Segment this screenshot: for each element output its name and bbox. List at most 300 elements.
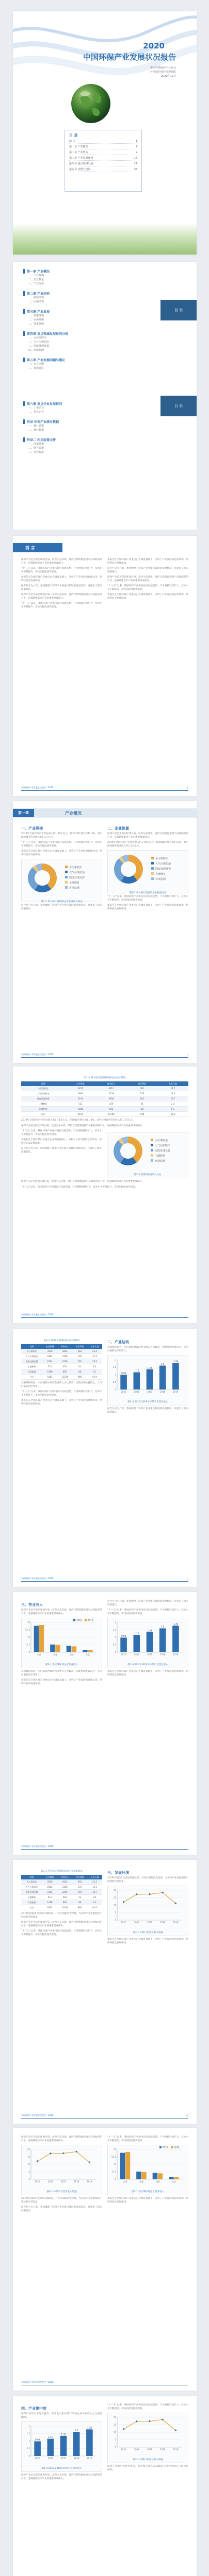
data-point [162, 1892, 164, 1893]
table-cell: 88 [126, 1107, 157, 1112]
contents-side-tab: 目 录 [160, 300, 197, 320]
y-tick-label: 52.5 [25, 1629, 30, 1631]
table-cell: 6.1 [87, 1900, 102, 1905]
table-cell: 12.3 [157, 1091, 188, 1096]
contents-subsection[interactable]: 二、地方政策 [28, 447, 44, 450]
table-cell: 4412 [96, 1086, 127, 1091]
bar [83, 1650, 87, 1652]
x-tick-label: 中部 [139, 2180, 144, 2183]
y-tick-label: 10 [113, 1904, 116, 1907]
table-header-cell: 类别 [21, 1875, 42, 1879]
table-header-cell: 企业数量 [42, 1344, 57, 1349]
legend-label: 环境监测 [69, 887, 80, 890]
table-cell: 3296 [96, 1096, 127, 1101]
toc-page: 35 [134, 168, 137, 171]
toc-label: 第二章 产业结构 [69, 151, 88, 154]
toc-label: 第五章 问题与建议 [69, 168, 91, 171]
contents-side-tab: 目 录 [160, 396, 197, 416]
chart-row [21, 1130, 188, 1180]
table-cell: 31 [72, 1895, 87, 1900]
bar [55, 1645, 60, 1652]
donut-chart-box [107, 850, 188, 893]
contents-chapter-title: 附录二 相关政策文件 [27, 438, 56, 442]
table-row [21, 1879, 102, 1885]
table-cell: 合计 [21, 1375, 42, 1380]
chapter-banner [13, 808, 197, 818]
table-cell: 大气污染防治 [21, 1885, 42, 1890]
chapter2-page [13, 1329, 197, 1587]
contents-subsection[interactable]: 二、区域结构 [28, 300, 44, 303]
bar-chart-box [107, 1355, 188, 1405]
section-heading: 二、产业结构 [107, 1340, 129, 1344]
footer-text: 中国环保产业发展状况报告（2020） [21, 2114, 56, 2116]
x-tick-label: 中部 [53, 1653, 58, 1656]
bar [86, 2426, 93, 2456]
footer-rule [21, 1849, 188, 1850]
paragraph: 环保产业是为防治环境污染、改善生态环境、保护自然资源提供产品和服务的产业，是战略性新兴产业的重要组成部分。 [21, 1921, 102, 1927]
table-cell: 362 [126, 1086, 157, 1091]
table-cell: 固废处理处置 [21, 1096, 65, 1101]
chapter-marker [23, 437, 25, 442]
paragraph: 从领域结构看，水污染防治领域营业收入占比最高，固废处理处置次之，大气污染防治位列第三。 [107, 1346, 188, 1352]
table-cell: 362 [72, 1349, 87, 1354]
legend-swatch [151, 857, 154, 859]
x-tick-label: 2016 [47, 2457, 53, 2460]
contents-chapter[interactable] [23, 401, 188, 406]
bar [174, 2177, 179, 2179]
donut-chart-2 [108, 851, 185, 888]
bar [34, 2442, 41, 2456]
contents-chapter[interactable] [23, 419, 188, 424]
table-cell: 11184 [57, 1375, 72, 1380]
contents-subsection[interactable]: 三、产业分布 [28, 282, 44, 285]
y-tick-label: 1 [115, 1636, 116, 1639]
contents-subsection[interactable]: 二、企业数量 [28, 278, 44, 281]
data-table [21, 1081, 188, 1117]
table-row [21, 1349, 102, 1354]
toc-page: 16 [134, 157, 137, 160]
paragraph: “十三五”以来，我国环保产业保持良好发展态势，产业规模持续扩大，技术水平不断提升，市场化程度逐步提高。 [21, 841, 102, 848]
table-cell: 1862 [42, 1354, 57, 1359]
legend-label: 环境监测 [155, 1160, 166, 1163]
chapter-marker [23, 291, 25, 296]
paragraph: “十三五”以来，我国环保产业保持良好发展态势，产业规模持续扩大，技术水平不断提升，市场化程度逐步提高。 [107, 2404, 188, 2410]
preface-page [13, 536, 197, 796]
figure-caption: 图1-4 2015-2019年环保产业营业收入 [41, 2467, 82, 2470]
section-heading: 四、产业集中度 [21, 2406, 46, 2411]
table-page [13, 1066, 197, 1323]
paragraph: “十三五”以来，我国环保产业保持良好发展态势，产业规模持续扩大，技术水平不断提升，市场化程度逐步提高。 [21, 1185, 138, 1189]
table-cell: 3296 [57, 1359, 72, 1364]
legend-label: 土壤修复 [155, 873, 166, 876]
table-cell: 土壤修复 [21, 1364, 42, 1369]
column-left [21, 2136, 102, 2215]
table-cell: 18.7 [87, 1890, 102, 1895]
table-cell: 892 [57, 1900, 72, 1905]
legend-swatch [151, 1159, 153, 1162]
contents-subsection[interactable]: 三、固废处理处置 [28, 345, 50, 348]
toc-row[interactable] [69, 156, 137, 161]
x-tick-label: 2018 [160, 1391, 166, 1393]
y-tick-label: 1.5 [112, 1629, 116, 1631]
table-header-row [21, 1081, 188, 1086]
chapter1-page [13, 801, 197, 1063]
bar [147, 1369, 153, 1389]
toc-page: 1 [135, 140, 137, 143]
data-label: 1.35 [147, 1629, 152, 1632]
column-right [107, 824, 188, 913]
table-header-cell: 营业收入 [57, 1875, 72, 1879]
x-tick-label: 2019 [173, 1921, 179, 1924]
toc-label: 第四章 重点领域发展 [69, 162, 93, 165]
table-header-row [21, 1344, 102, 1349]
page-number: 3 [187, 1054, 188, 1056]
table-cell: 12.3 [87, 1885, 102, 1890]
contents-chapter[interactable] [23, 331, 188, 336]
table-row [21, 1359, 102, 1364]
paragraph: “十三五”以来，我国环保产业保持良好发展态势，产业规模持续扩大，技术水平不断提升，市场化程度逐步提高。 [21, 1130, 102, 1136]
table-cell: 11184 [96, 1112, 127, 1117]
paragraph: “十三五”以来，我国环保产业保持良好发展态势，产业规模持续扩大，技术水平不断提升，市场化程度逐步提高。 [21, 1930, 102, 1936]
contents-subsection[interactable]: 二、市场环境 [28, 318, 44, 321]
column-right [107, 1337, 188, 1416]
toc-row[interactable] [69, 139, 137, 144]
donut-chart-3 [107, 1132, 185, 1170]
x-tick-label: 2018 [160, 2448, 166, 2451]
cover-line: 2020年12月 [160, 75, 176, 78]
footer-rule [21, 1057, 188, 1058]
data-label: 1.78 [173, 1622, 178, 1625]
x-tick-label: 2018 [160, 1921, 166, 1924]
table-row [21, 1354, 102, 1359]
contents-subsection[interactable]: 二、重点企业 [28, 411, 44, 414]
y-tick-label: 5 [115, 1911, 116, 1914]
paragraph: 环保产业集中度逐步提升，营业收入排名前10%的企业营业收入占比超过80%。 [21, 2413, 102, 2419]
x-tick-label: 2018 [74, 2180, 79, 2183]
data-label: 1.15 [134, 1632, 139, 1635]
contents-subsection[interactable]: 一、政策环境 [28, 314, 44, 317]
table-cell: 1408 [65, 1107, 96, 1112]
table-cell: 1408 [42, 1900, 57, 1905]
table-cell: 水污染防治 [21, 1349, 42, 1354]
paragraph: 本报告在全国环保产业重点企业调查基础上，分析了产业发展的总体状况、结构特征及发展环境。 [21, 1139, 102, 1145]
columns [21, 1600, 188, 1688]
table-cell: 291 [126, 1096, 157, 1101]
x-tick-label: 2015 [35, 2457, 40, 2460]
contents-subsection[interactable]: 一、上市企业 [28, 406, 44, 410]
legend-label: 固废处理处置 [69, 876, 85, 879]
x-tick-label: 2015 [121, 1653, 126, 1656]
x-tick-label: 2016 [134, 2448, 139, 2451]
bar-chart-box [21, 1618, 102, 1668]
x-tick-label: 东部 [37, 1653, 41, 1656]
data-point [175, 1903, 176, 1904]
table-cell: 2104 [65, 1096, 96, 1101]
bar [125, 2152, 130, 2179]
data-point [89, 2162, 90, 2163]
footer-text: 中国环保产业发展状况报告（2020） [21, 786, 56, 789]
table-cell: 2158 [96, 1091, 127, 1096]
x-tick-label: 2015 [121, 1921, 126, 1924]
x-tick-label: 2017 [147, 1921, 153, 1924]
figure-caption: 图1-1 列入统计范围的企业营业收入构成 [41, 901, 83, 903]
table-row [21, 1091, 188, 1096]
table-cell: 合计 [21, 1112, 65, 1117]
table-header-cell: 类别 [21, 1344, 42, 1349]
table-cell: 3296 [57, 1890, 72, 1895]
table-cell: 4412 [57, 1879, 72, 1885]
contents-subsection[interactable]: 二、发展建议 [28, 367, 44, 370]
table-header-cell: 从业人数 [87, 1344, 102, 1349]
table-cell: 2104 [42, 1890, 57, 1895]
paragraph: 环保产业是为防治环境污染、改善生态环境、保护自然资源提供产品和服务的产业，是战略性新兴产业的重要组成部分。 [21, 1180, 144, 1183]
paragraph: 2019年国家出台多项环保政策，打好污染防治攻坚战，为环保产业发展提供了持续的市场需求。 [21, 2197, 102, 2204]
y-tick-label: 17.5 [25, 1643, 30, 1646]
chapter-marker [23, 358, 25, 362]
contents-chapter[interactable] [23, 309, 188, 314]
donut-chart-box [107, 1132, 188, 1178]
data-label: 1.35 [61, 2433, 66, 2436]
table-cell: 291 [72, 1890, 87, 1895]
footer-rule [21, 790, 188, 791]
donut-chart-1 [22, 859, 99, 896]
data-point [37, 2160, 38, 2162]
bar-chart-revenue [108, 1355, 185, 1397]
contents-subsection[interactable]: 三、行业标准 [28, 451, 44, 454]
table-cell: 892 [96, 1107, 127, 1112]
table-cell: 合计 [21, 1905, 42, 1910]
bar-chart-revenue-2 [108, 1618, 185, 1659]
x-tick-label: 2015 [35, 2180, 40, 2183]
data-point [136, 2420, 137, 2422]
table-cell: 1408 [42, 1369, 57, 1375]
chapter3-page [13, 1860, 197, 2124]
figure-caption: 图3-1 环保产业营业收入增速 [133, 2459, 163, 2461]
data-label: 1.6 [75, 2429, 78, 2432]
paragraph: 报告共分为六章，系统梳理了环保产业各重点领域的发展状况，并提出了相关政策建议。 [21, 2206, 102, 2212]
figure-caption: 图1-3 各领域营业收入占比 [134, 1174, 162, 1176]
figure-caption: 图2-1 各区域环保企业营业收入 [45, 1664, 78, 1666]
contents-subsection[interactable]: 二、统计数据 [28, 429, 44, 432]
table-cell: 大气污染防治 [21, 1091, 65, 1096]
contents-subsection[interactable]: 四、环境监测 [28, 349, 44, 352]
data-point [62, 2153, 64, 2154]
section-heading: 三、发展环境 [107, 1871, 129, 1875]
table-cell: 9102 [42, 1375, 57, 1380]
table-cell: 61.0 [157, 1112, 188, 1117]
paragraph: 从领域结构看，水污染防治领域营业收入占比最高，固废处理处置次之，大气污染防治位列第三。 [21, 1670, 102, 1676]
x-tick-label: 2017 [60, 2457, 67, 2460]
contents-subsection[interactable]: 一、领域结构 [28, 296, 44, 299]
contents-subsection[interactable]: 二、大气污染防治 [28, 341, 50, 344]
table-cell: 948 [72, 1905, 87, 1910]
table-cell: 176 [126, 1091, 157, 1096]
chapter-marker [23, 269, 25, 274]
footer-text: 中国环保产业发展状况报告（2020） [21, 1313, 56, 1316]
toc-page: 22 [134, 162, 137, 165]
paragraph: 环保产业是为防治环境污染、改善生态环境、保护自然资源提供产品和服务的产业，是战略性新兴产业的重要组成部分。 [21, 594, 102, 600]
bar [120, 1375, 127, 1389]
page-number: 1 [187, 787, 188, 789]
paragraph: 2019年国家出台多项环保政策，打好污染防治攻坚战，为环保产业发展提供了持续的市场需求。 [107, 1877, 188, 1883]
legend-swatch [171, 2146, 173, 2148]
contents-subsection[interactable]: 一、产业规模 [28, 274, 44, 277]
line-chart-box [107, 1886, 188, 1936]
x-tick-label: 2017 [147, 1653, 153, 1656]
chapter-marker [23, 309, 25, 314]
column-right [107, 2404, 188, 2483]
table-cell: 固废处理处置 [21, 1890, 42, 1895]
bar [159, 1629, 166, 1652]
contents-chapter[interactable] [23, 358, 188, 362]
x-tick-label: 2015 [121, 2448, 126, 2451]
table-row [21, 1900, 102, 1905]
contents-subsection[interactable]: 一、水污染防治 [28, 336, 47, 340]
toc-row[interactable] [69, 167, 137, 172]
paragraph: 报告共分为六章，系统梳理了环保产业各重点领域的发展状况，并提出了相关政策建议。 [21, 585, 102, 591]
data-label: 1.78 [87, 2426, 92, 2429]
column-right [107, 1868, 188, 1947]
contents-subsection[interactable]: 一、存在问题 [28, 363, 44, 366]
data-label: 0.98 [121, 1372, 126, 1375]
table-cell: 362 [72, 1879, 87, 1885]
line-chart-box [21, 2145, 102, 2195]
contents-chapter[interactable] [23, 269, 188, 274]
figure-caption: 图1-4 2015-2019年环保产业营业收入 [127, 1401, 168, 1403]
contents-subsection[interactable]: 一、国家政策 [28, 443, 44, 446]
table-cell: 9102 [42, 1905, 57, 1910]
x-tick-label: 东部 [123, 2180, 127, 2183]
contents-subsection[interactable]: 三、技术环境 [28, 323, 44, 326]
chapter3-page-b [13, 2128, 197, 2391]
table-cell: 9102 [65, 1112, 96, 1117]
toc-title: 目 录 [69, 133, 78, 138]
chapter1-columns [21, 824, 188, 913]
table-row [21, 1375, 102, 1380]
toc-label: 第一章 产业概况 [69, 145, 88, 148]
y-tick-label: 35 [113, 2163, 116, 2166]
y-tick-label: 10 [113, 2431, 116, 2434]
table-cell: 21.5 [87, 1349, 102, 1354]
globe-icon [70, 82, 112, 125]
contents-gap [23, 370, 188, 396]
data-label: 1.35 [147, 1366, 152, 1369]
y-tick-label: 0.5 [112, 1381, 116, 1383]
legend-swatch [151, 862, 154, 865]
y-tick-label: 15 [113, 2424, 116, 2426]
columns [21, 2404, 188, 2483]
contents-chapter[interactable] [23, 437, 188, 442]
paragraph: 环保产业是为防治环境污染、改善生态环境、保护自然资源提供产品和服务的产业，是战略性新兴产业的重要组成部分。 [107, 833, 188, 839]
bar [73, 2432, 80, 2456]
grass-image [13, 224, 197, 255]
legend-label: 环境监测 [155, 878, 166, 881]
bar [88, 1650, 92, 1652]
x-tick-label: 西部 [69, 1653, 74, 1656]
y-tick-label: 0 [115, 2446, 116, 2449]
chapter-title: 产业概况 [65, 810, 82, 816]
footer-text: 中国环保产业发展状况报告（2020） [21, 1053, 56, 1056]
column-left [21, 558, 102, 611]
paragraph: “十三五”以来，我国环保产业保持良好发展态势，产业规模持续扩大，技术水平不断提升，市场化程度逐步提高。 [21, 567, 102, 573]
table-cell: 12.3 [87, 1354, 102, 1359]
y-tick-label: 2 [115, 1621, 116, 1624]
legend-swatch [151, 1144, 153, 1146]
data-point [149, 1893, 150, 1895]
paragraph: 环保产业是为防治环境污染、改善生态环境、保护自然资源提供产品和服务的产业，是战略性新兴产业的重要组成部分。 [21, 1609, 102, 1615]
bar [47, 2439, 54, 2456]
bar [172, 1622, 179, 1652]
paragraph: 本报告在全国环保产业重点企业调查基础上，分析了产业发展的总体状况、结构特征及发展环境。 [107, 558, 188, 565]
table-cell: 土壤修复 [21, 1895, 42, 1900]
table-header-cell: 从业人数 [157, 1081, 188, 1086]
table-header-cell: 营业利润 [72, 1344, 87, 1349]
table-cell: 2.4 [157, 1101, 188, 1107]
table-cell: 3216 [42, 1349, 57, 1354]
data-table [21, 1875, 102, 1910]
data-label: 0.98 [121, 1635, 126, 1638]
paragraph: 本报告在全国环保产业重点企业调查基础上，分析了产业发展的总体状况、结构特征及发展环境。 [21, 1679, 102, 1685]
paragraph: 从领域结构看，水污染防治领域营业收入占比最高，固废处理处置次之，大气污染防治位列第三。 [21, 1382, 102, 1388]
cover-title: 中国环保产业发展状况报告 [83, 53, 176, 62]
y-tick-label: 0.5 [26, 2447, 30, 2450]
y-tick-label: 0 [115, 1919, 116, 1922]
legend-swatch [85, 1619, 87, 1621]
chapter2-columns [21, 1337, 188, 1416]
line-chart-growth [108, 1886, 185, 1927]
footer-text: 中国环保产业发展状况报告（2020） [21, 2381, 56, 2383]
figure-caption: 图1-4 2015-2019年环保产业营业收入 [127, 1664, 168, 1666]
footer-text: 中国环保产业发展状况报告（2020） [21, 1577, 56, 1580]
table-caption: 表2-1 2019年各领域企业经营情况 [43, 1340, 80, 1342]
toc-row[interactable] [69, 162, 137, 166]
legend-label: 大气污染防治 [155, 862, 171, 866]
column-right [107, 2136, 188, 2215]
paragraph: 2019年全国环保产业营业收入约1.78万亿元，较2018年增长约11.3%，其中环境服务营业收入约1.1万亿元。 [21, 833, 102, 839]
table-cell: 176 [72, 1885, 87, 1890]
bar [50, 1645, 55, 1652]
legend-swatch [65, 871, 68, 873]
table-row [21, 1895, 102, 1900]
toc-row[interactable] [69, 145, 137, 149]
table-cell: 大气污染防治 [21, 1354, 42, 1359]
legend-swatch [159, 2146, 162, 2148]
contents-chapter-title: 附录 环保产业统计数据 [27, 420, 59, 424]
table-cell: 3216 [65, 1086, 96, 1091]
section-heading: 二、企业数量 [107, 826, 129, 831]
bar [134, 1372, 140, 1389]
table-header-cell: 从业人数 [87, 1875, 102, 1879]
table-cell: 3216 [42, 1879, 57, 1885]
table-cell: 21.5 [87, 1879, 102, 1885]
toc-row[interactable] [69, 150, 137, 155]
bar-chart-box [107, 1618, 188, 1668]
chapter2-page-b [13, 1592, 197, 1855]
table-cell: 512 [42, 1895, 57, 1900]
paragraph: 报告共分为六章，系统梳理了环保产业各重点领域的发展状况，并提出了相关政策建议。 [21, 1147, 102, 1154]
paragraph: 本报告在全国环保产业重点企业调查基础上，分析了产业发展的总体状况、结构特征及发展环境。 [107, 2197, 188, 2204]
table-cell: 18.7 [87, 1359, 102, 1364]
table-cell: 土壤修复 [21, 1101, 65, 1107]
contents-subsection[interactable]: 一、统计说明 [28, 425, 44, 428]
contents-chapter[interactable] [23, 291, 188, 296]
y-tick-label: 20 [27, 2148, 30, 2151]
x-tick-label: 2016 [47, 2180, 53, 2183]
table-row [21, 1890, 102, 1895]
bar [136, 2172, 141, 2179]
x-tick-label: 2017 [147, 1391, 153, 1393]
paragraph: 报告共分为六章，系统梳理了环保产业各重点领域的发展状况，并提出了相关政策建议。 [107, 1600, 188, 1606]
